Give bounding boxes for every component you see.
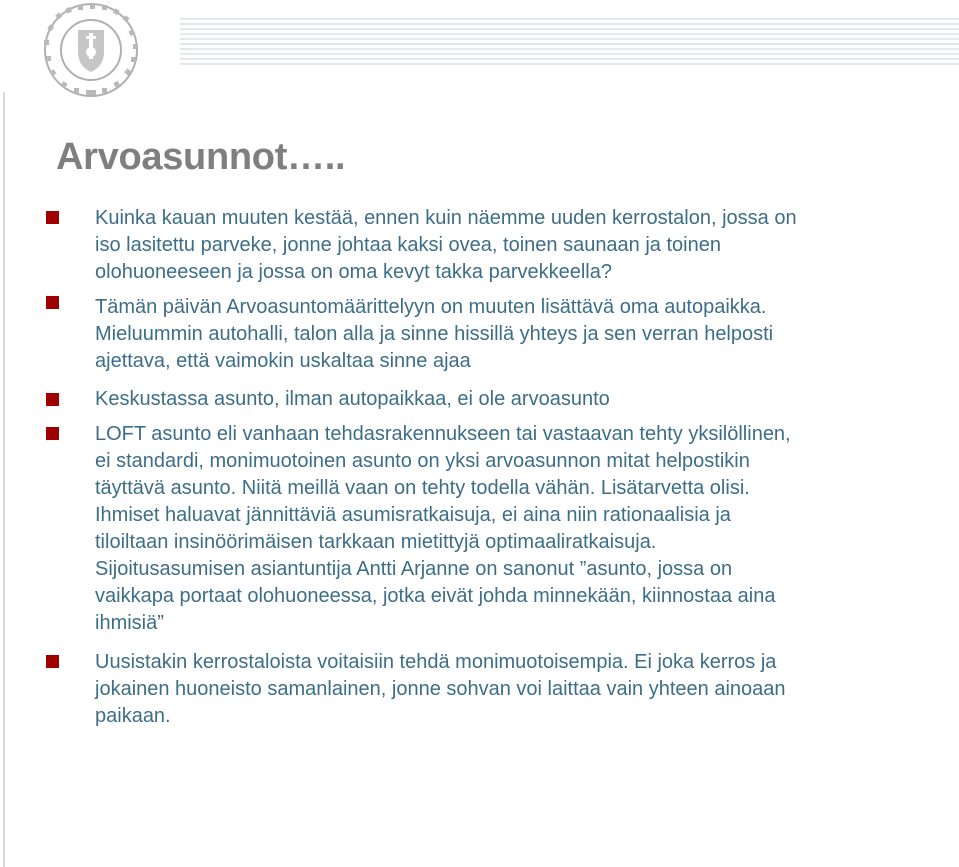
text-line: ei standardi, monimuotoinen asunto on yksi arvoasunnon mitat helpostikin (95, 450, 750, 472)
text-line: täyttävä asunto. Niitä meillä vaan on tehty todella vähän. Lisätarvetta olisi. (95, 477, 750, 499)
text-line: jokainen huoneisto samanlainen, jonne sohvan voi laittaa vain yhteen ainoaan (95, 678, 786, 700)
text-line: ajettava, että vaimokin uskaltaa sinne ajaa (95, 350, 471, 372)
text-line: Tämän päivän Arvoasuntomäärittelyyn on muuten lisättävä oma autopaikka. (95, 296, 767, 318)
bullet-paragraph-1 (95, 205, 925, 286)
text-line: Sijoitusasumisen asiantuntija Antti Arjanne on sanonut ”asunto, jossa on (95, 558, 733, 580)
left-divider (3, 92, 5, 867)
text-line: Kuinka kauan muuten kestää, ennen kuin näemme uuden kerrostalon, jossa on (95, 207, 797, 229)
slide-title: Arvoasunnot….. (56, 136, 346, 178)
bullet-marker-2 (46, 296, 59, 309)
bullet-marker-1 (46, 211, 59, 224)
text-line: Uusistakin kerrostaloista voitaisiin tehdä monimuotoisempia. Ei joka kerros ja (95, 651, 777, 673)
text-line: LOFT asunto eli vanhaan tehdasrakennukseen tai vastaavan tehty yksilöllinen, (95, 423, 791, 445)
bullet-paragraph-3 (95, 386, 925, 413)
text-line: Ihmiset haluavat jännittäviä asumisratkaisuja, ei aina niin rationaalisia ja (95, 504, 731, 526)
text-line: Mieluummin autohalli, talon alla ja sinne hissillä yhteys ja sen verran helposti (95, 323, 774, 345)
bullet-paragraph-5 (95, 649, 925, 730)
bullet-marker-5 (46, 655, 59, 668)
bullet-paragraph-2 (95, 294, 925, 375)
text-line: ihmisiä” (95, 612, 164, 634)
bullet-marker-4 (46, 427, 59, 440)
text-line: tiloiltaan insinöörimäisen tarkkaan mietittyjä optimaaliratkaisuja. (95, 531, 657, 553)
text-line: olohuoneeseen ja jossa on oma kevyt takka parvekkeella? (95, 261, 612, 283)
bullet-paragraph-4 (95, 421, 925, 637)
text-line: iso lasitettu parveke, jonne johtaa kaksi ovea, toinen saunaan ja toinen (95, 234, 721, 256)
text-line: vaikkapa portaat olohuoneessa, jotka eivät johda minnekään, kiinnostaa aina (95, 585, 776, 607)
seal-logo-icon (36, 0, 146, 100)
text-line: paikaan. (95, 705, 171, 727)
bullet-marker-3 (46, 393, 59, 406)
header-stripes (180, 18, 959, 66)
text-line: Keskustassa asunto, ilman autopaikkaa, ei ole arvoasunto (95, 388, 610, 410)
